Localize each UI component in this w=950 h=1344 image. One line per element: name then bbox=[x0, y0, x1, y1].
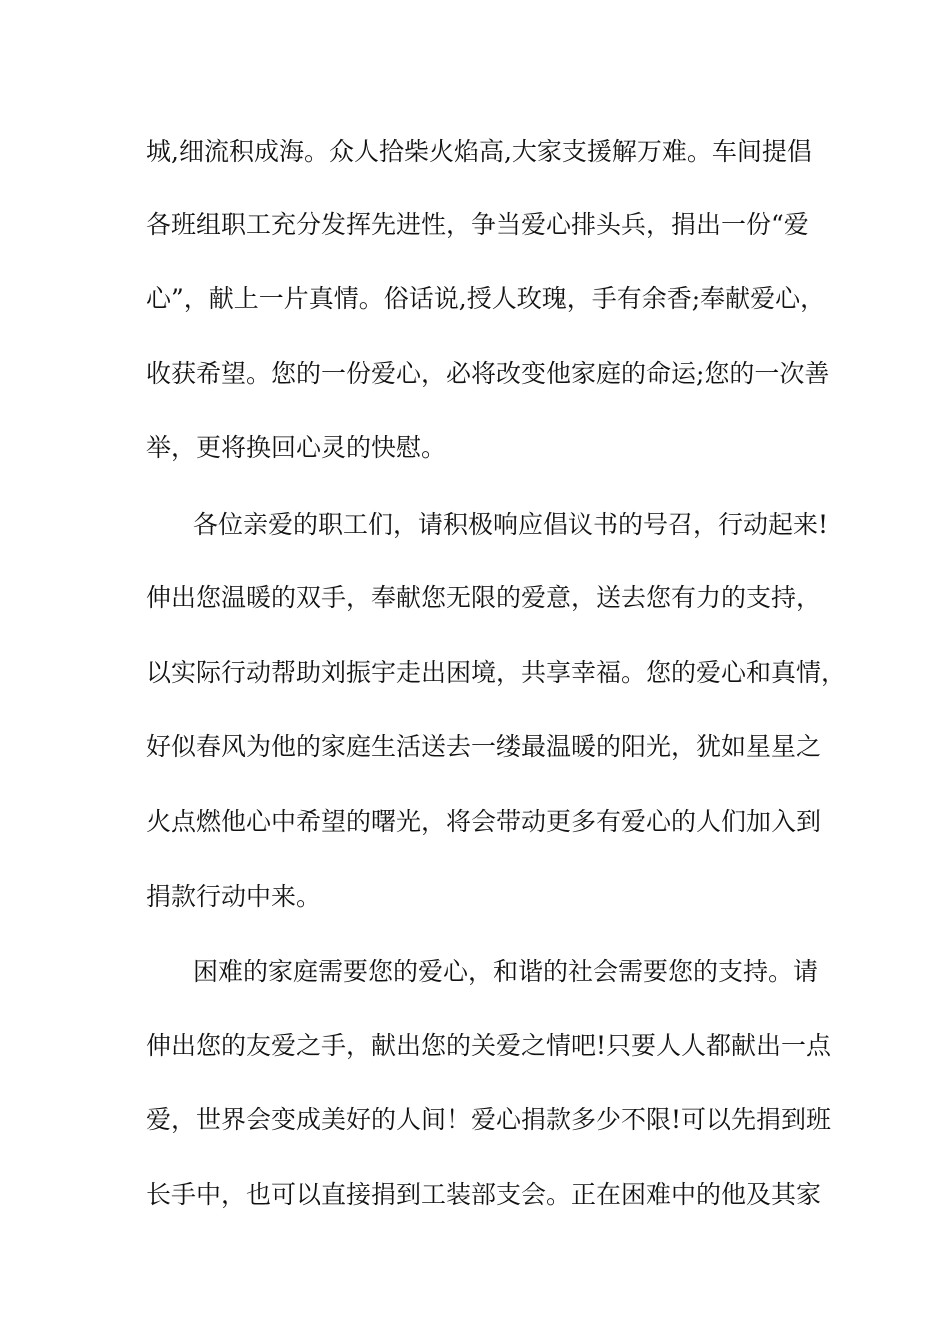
paragraph-line: 心”，献上一片真情。俗话说,授人玫瑰，手有余香;奉献爱心， bbox=[146, 284, 826, 313]
paragraph-line: 好似春风为他的家庭生活送去一缕最温暖的阳光，犹如星星之 bbox=[146, 732, 822, 761]
paragraph-line: 各位亲爱的职工们，请积极响应倡议书的号召，行动起来! bbox=[193, 510, 829, 539]
paragraph-line: 捐款行动中来。 bbox=[146, 882, 322, 911]
paragraph-line: 各班组职工充分发挥先进性，争当爱心排头兵，捐出一份“爱 bbox=[146, 210, 809, 239]
paragraph-line: 以实际行动帮助刘振宇走出困境，共享幸福。您的爱心和真情， bbox=[146, 658, 847, 687]
paragraph-line: 长手中，也可以直接捐到工装部支会。正在困难中的他及其家 bbox=[146, 1180, 822, 1209]
paragraph-line: 爱，世界会变成美好的人间！爱心捐款多少不限!可以先捐到班 bbox=[146, 1105, 832, 1134]
paragraph-line: 举，更将换回心灵的快慰。 bbox=[146, 433, 447, 462]
paragraph-line: 火点燃他心中希望的曙光，将会带动更多有爱心的人们加入到 bbox=[146, 807, 822, 836]
paragraph-line: 困难的家庭需要您的爱心，和谐的社会需要您的支持。请 bbox=[193, 957, 819, 986]
paragraph-line: 伸出您的友爱之手，献出您的关爱之情吧!只要人人都献出一点 bbox=[146, 1031, 832, 1060]
paragraph-line: 伸出您温暖的双手，奉献您无限的爱意，送去您有力的支持， bbox=[146, 583, 822, 612]
paragraph-line: 收获希望。您的一份爱心，必将改变他家庭的命运;您的一次善 bbox=[146, 359, 830, 388]
paragraph-line: 城,细流积成海。众人拾柴火焰高,大家支援解万难。车间提倡 bbox=[146, 137, 812, 166]
